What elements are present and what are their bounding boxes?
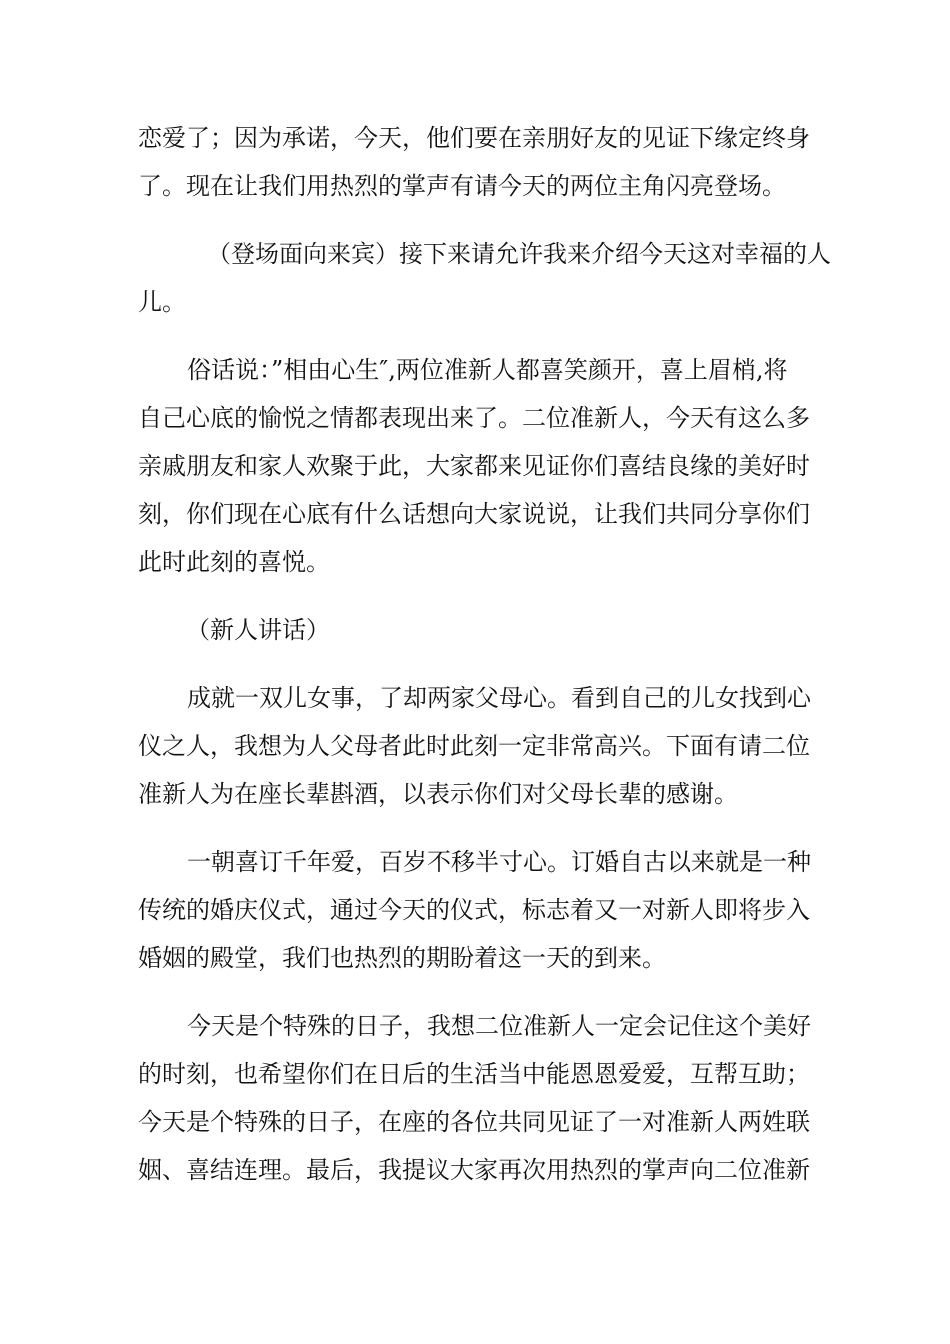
- paragraph-6-line-2: 传统的婚庆仪式，通过今天的仪式，标志着又一对新人即将步入: [138, 896, 810, 924]
- paragraph-1-line-2: 了。现在让我们用热烈的掌声有请今天的两位主角闪亮登场。: [138, 172, 786, 200]
- paragraph-3-line-3: 亲戚朋友和家人欢聚于此，大家都来见证你们喜结良缘的美好时: [138, 452, 810, 480]
- paragraph-7-line-2: 的时刻，也希望你们在日后的生活当中能恩恩爱爱，互帮互助；: [138, 1060, 810, 1088]
- paragraph-6-line-3: 婚姻的殿堂，我们也热烈的期盼着这一天的到来。: [138, 944, 666, 972]
- paragraph-5-line-3: 准新人为在座长辈斟酒，以表示你们对父母长辈的感谢。: [138, 780, 738, 808]
- paragraph-7-line-3: 今天是个特殊的日子，在座的各位共同见证了一对准新人两姓联: [138, 1108, 810, 1136]
- paragraph-5-line-2: 仪之人，我想为人父母者此时此刻一定非常高兴。下面有请二位: [138, 732, 810, 760]
- paragraph-3-line-5: 此时此刻的喜悦。: [138, 548, 330, 576]
- paragraph-3-line-4: 刻，你们现在心底有什么话想向大家说说，让我们共同分享你们: [138, 500, 810, 528]
- paragraph-1-line-1: 恋爱了；因为承诺，今天，他们要在亲朋好友的见证下缘定终身: [138, 124, 810, 152]
- paragraph-2-line-2: 儿。: [138, 288, 186, 316]
- paragraph-7-line-4: 姻、喜结连理。最后，我提议大家再次用热烈的掌声向二位准新: [138, 1156, 810, 1184]
- paragraph-6-line-1: 一朝喜订千年爱，百岁不移半寸心。订婚自古以来就是一种: [187, 848, 811, 876]
- paragraph-4-line-1: （新人讲话）: [186, 616, 330, 644]
- paragraph-5-line-1: 成就一双儿女事，了却两家父母心。看到自己的儿女找到心: [187, 684, 811, 712]
- paragraph-7-line-1: 今天是个特殊的日子，我想二位准新人一定会记住这个美好: [187, 1012, 811, 1040]
- paragraph-3-line-2: 自己心底的愉悦之情都表现出来了。二位准新人，今天有这么多: [138, 404, 810, 432]
- paragraph-3-line-1: 俗话说：”相由心生″,两位准新人都喜笑颜开，喜上眉梢,将: [187, 356, 788, 384]
- paragraph-2-line-1: （登场面向来宾）接下来请允许我来介绍今天这对幸福的人: [207, 240, 831, 268]
